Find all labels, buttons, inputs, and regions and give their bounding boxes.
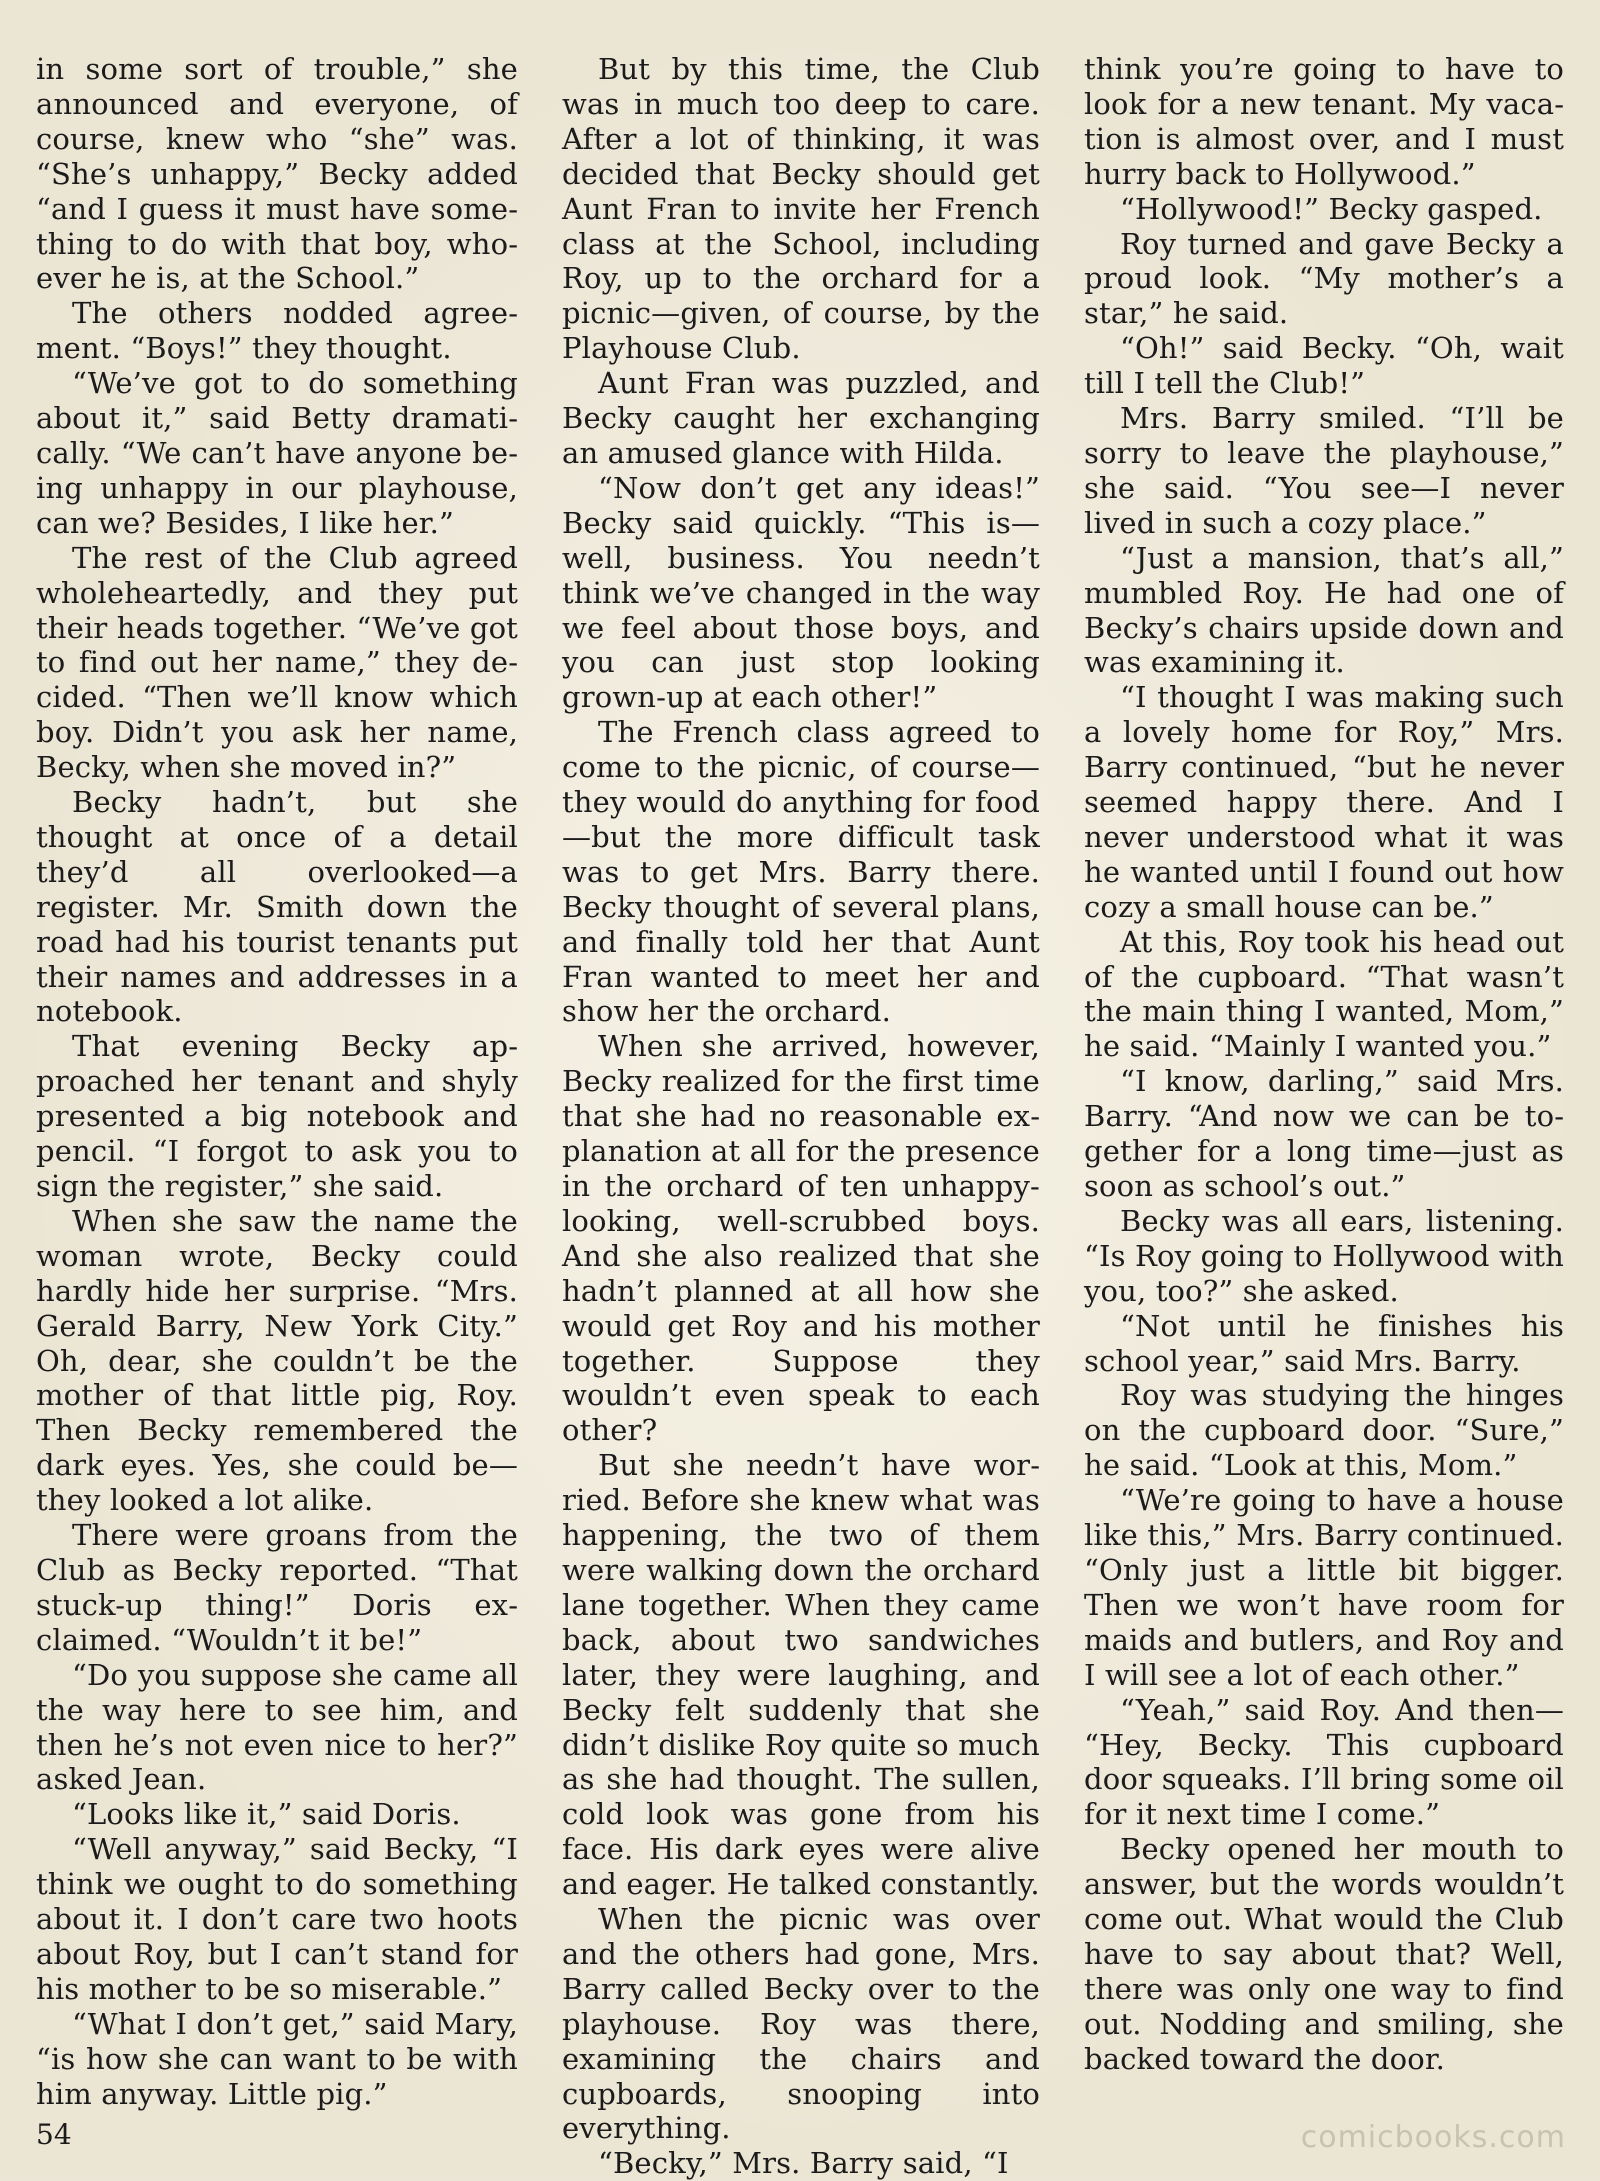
paragraph: “Do you suppose she came all the way here to see him, and then he’s not even nice to her?” asked Jean.	[36, 1657, 518, 1797]
paragraph: Roy turned and gave Becky a proud look. “My mother’s a star,” he said.	[1084, 226, 1564, 331]
paragraph: Becky hadn’t, but she thought at once of a detail they’d all overlooked—a register. Mr. Smith down the road had his tourist tenants put their names and addresses in a notebook.	[36, 785, 518, 1029]
paragraph: “Not until he finishes his school year,” said Mrs. Barry.	[1084, 1308, 1564, 1378]
paragraph: “What I don’t get,” said Mary, “is how she can want to be with him anyway. Little pig.”	[36, 2006, 518, 2111]
paragraph: The French class agreed to come to the picnic, of course— they would do anything for food—but the more difficult task was to get Mrs. Barry there. Becky thought of several plans, and finally told her that Aunt Fran wanted to meet her and show her the orchard.	[562, 715, 1040, 1029]
paragraph: At this, Roy took his head out of the cupboard. “That wasn’t the main thing I wanted, Mom,” he said. “Mainly I wanted you.”	[1084, 924, 1564, 1064]
paragraph: When she arrived, however, Becky realized for the first time that she had no reasonable explanation at all for the presence in the orchard of ten unhappy-looking, well-scrubbed boys. And she also realized that she hadn’t planned at all how she would get Roy and his mother together. Suppose they wouldn’t even speak to each other?	[562, 1029, 1040, 1448]
paragraph: “We’ve got to do something about it,” said Betty dramatically. “We can’t have anyone being unhappy in our playhouse, can we? Besides, I like her.”	[36, 366, 518, 540]
paragraph: “Well anyway,” said Becky, “I think we ought to do something about it. I don’t care two hoots about Roy, but I can’t stand for his mother to be so miserable.”	[36, 1832, 518, 2006]
site-watermark: comicbooks.com	[1300, 2120, 1566, 2155]
paragraph: But she needn’t have worried. Before she knew what was happening, the two of them were walking down the orchard lane together. When they came back, about two sandwiches later, they were laughing, and Becky felt suddenly that she didn’t dislike Roy quite so much as she had thought. The sullen, cold look was gone from his face. His dark eyes were alive and eager. He talked constantly.	[562, 1448, 1040, 1902]
paragraph: There were groans from the Club as Becky reported. “That stuck-up thing!” Doris exclaimed. “Wouldn’t it be!”	[36, 1518, 518, 1657]
paragraph: The others nodded agreement. “Boys!” they thought.	[36, 296, 518, 366]
paragraph: The rest of the Club agreed wholeheartedly, and they put their heads together. “We’ve got to find out her name,” they decided. “Then we’ll know which boy. Didn’t you ask her name, Becky, when she moved in?”	[36, 540, 518, 785]
page-number: 54	[36, 2118, 72, 2151]
paragraph: But by this time, the Club was in much too deep to care. After a lot of thinking, it was decided that Becky should get Aunt Fran to invite her French class at the School, including Roy, up to the orchard for a picnic—given, of course, by the Playhouse Club.	[562, 52, 1040, 366]
paragraph: Mrs. Barry smiled. “I’ll be sorry to leave the playhouse,” she said. “You see—I never lived in such a cozy place.”	[1084, 401, 1564, 540]
text-column-1	[36, 52, 518, 2111]
paragraph: “Hollywood!” Becky gasped.	[1120, 191, 1543, 226]
paragraph: think you’re going to have to look for a new tenant. My vacation is almost over, and I must hurry back to Hollywood.”	[1084, 52, 1564, 191]
paragraph: “Oh!” said Becky. “Oh, wait till I tell the Club!”	[1084, 331, 1564, 401]
paragraph: When the picnic was over and the others had gone, Mrs. Barry called Becky over to the playhouse. Roy was there, examining the chairs and cupboards, snooping into everything.	[562, 1902, 1040, 2146]
paragraph: Becky was all ears, listening. “Is Roy going to Hollywood with you, too?” she asked.	[1084, 1203, 1564, 1308]
paragraph: “Just a mansion, that’s all,” mumbled Roy. He had one of Becky’s chairs upside down and was examining it.	[1084, 540, 1564, 680]
paragraph: Roy was studying the hinges on the cupboard door. “Sure,” he said. “Look at this, Mom.”	[1084, 1378, 1564, 1483]
paragraph: “Yeah,” said Roy. And then— “Hey, Becky. This cupboard door squeaks. I’ll bring some oil for it next time I come.”	[1084, 1692, 1564, 1832]
paragraph: Aunt Fran was puzzled, and Becky caught her exchanging an amused glance with Hilda.	[562, 366, 1040, 470]
paragraph: “Now don’t get any ideas!” Becky said quickly. “This is— well, business. You needn’t think we’ve changed in the way we feel about those boys, and you can just stop looking grown-up at each other!”	[562, 470, 1040, 715]
paragraph: “We’re going to have a house like this,” Mrs. Barry continued. “Only just a little bit bigger. Then we won’t have room for maids and butlers, and Roy and I will see a lot of each other.”	[1084, 1483, 1564, 1692]
paragraph: “Becky,” Mrs. Barry said, “I	[598, 2146, 1009, 2181]
paragraph: When she saw the name the woman wrote, Becky could hardly hide her surprise. “Mrs. Gerald Barry, New York City.” Oh, dear, she couldn’t be the mother of that little pig, Roy. Then Becky remembered the dark eyes. Yes, she could be— they looked a lot alike.	[36, 1203, 518, 1518]
paragraph: That evening Becky approached her tenant and shyly presented a big notebook and pencil. “I forgot to ask you to sign the register,” she said.	[36, 1029, 518, 1203]
text-column-3	[1084, 52, 1564, 2077]
paragraph: “I know, darling,” said Mrs. Barry. “And now we can be together for a long time—just as soon as school’s out.”	[1084, 1064, 1564, 1203]
paragraph: “I thought I was making such a lovely home for Roy,” Mrs. Barry continued, “but he never seemed happy there. And I never understood what it was he wanted until I found out how cozy a small house can be.”	[1084, 680, 1564, 924]
paragraph: in some sort of trouble,” she announced and everyone, of course, knew who “she” was. “She’s unhappy,” Becky added “and I guess it must have something to do with that boy, whoever he is, at the School.”	[36, 52, 518, 296]
paragraph: “Looks like it,” said Doris.	[72, 1797, 461, 1832]
paragraph: Becky opened her mouth to answer, but the words wouldn’t come out. What would the Club have to say about that? Well, there was only one way to find out. Nodding and smiling, she backed toward the door.	[1084, 1832, 1564, 2076]
text-column-2	[562, 52, 1040, 2181]
